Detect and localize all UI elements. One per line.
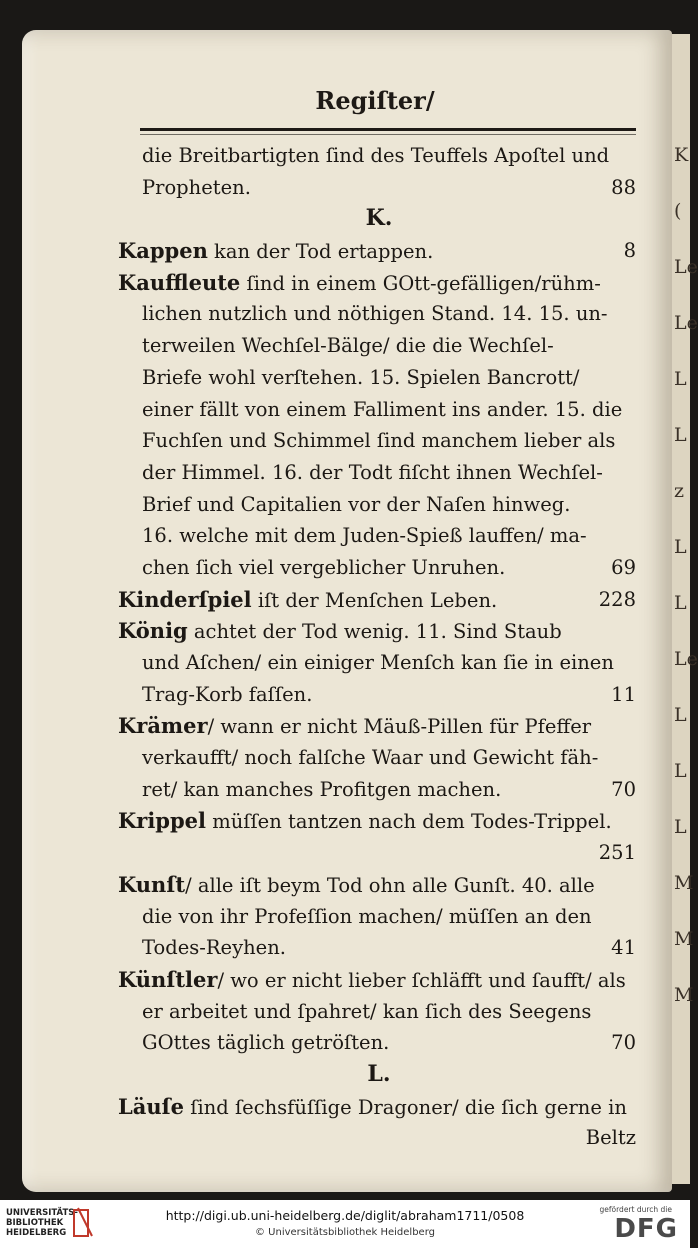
line-text: einer fällt von einem Falliment ins ander. 15. die — [142, 397, 623, 421]
text-line — [118, 140, 640, 172]
page-reference: 251 — [598, 841, 636, 865]
entry-headword: Kunſt — [118, 871, 186, 897]
next-page-fragment: L — [674, 368, 687, 390]
text-line — [118, 552, 640, 584]
line-text: lichen nutzlich und nöthigen Stand. 14. 15. un- — [142, 302, 608, 326]
header-rule — [140, 128, 636, 131]
line-text: / alle iſt beym Tod ohn alle Gunſt. 40. alle — [185, 873, 595, 897]
line-text: Fuchſen und Schimmel ſind manchem lieber als — [142, 429, 616, 453]
text-line — [118, 964, 640, 996]
text-line — [118, 805, 640, 837]
next-page-fragment: L — [674, 536, 687, 558]
page-reference: 41 — [611, 936, 636, 960]
text-line — [118, 520, 640, 552]
line-text: kan der Tod ertappen. — [207, 240, 434, 264]
text-line — [118, 774, 640, 806]
running-head: Regiſter/ — [315, 86, 435, 115]
line-text: ſind in einem GOtt-gefälligen/rühm- — [240, 271, 601, 295]
library-logo[interactable]: UNIVERSITÄTS- BIBLIOTHEK HEIDELBERG — [6, 1208, 78, 1238]
next-page-fragment: L — [674, 704, 687, 726]
text-line — [118, 932, 640, 964]
text-line — [118, 615, 640, 647]
document-url-link[interactable]: http://digi.ub.uni-heidelberg.de/diglit/abraham1711/0508 — [165, 1208, 525, 1223]
text-line — [118, 901, 640, 933]
line-text: Brief und Capitalien vor der Naſen hinweg. — [142, 492, 571, 516]
next-page-fragment: ( — [674, 200, 682, 222]
next-page-fragment: L — [674, 816, 687, 838]
text-line — [118, 267, 640, 299]
line-text: Briefe wohl verſtehen. 15. Spielen Bancrott/ — [142, 365, 580, 389]
line-text: / wann er nicht Mäuß-Pillen für Pfeffer — [207, 715, 592, 739]
text-line — [118, 1027, 640, 1059]
page-reference: 69 — [611, 555, 636, 579]
text-line — [118, 489, 640, 521]
register-text — [118, 140, 640, 1154]
text-line — [118, 837, 640, 869]
line-text: verkaufft/ noch falſche Waar und Gewicht fäh- — [142, 746, 599, 770]
line-text: der Himmel. 16. der Todt fiſcht ihnen Wechſel- — [142, 460, 603, 484]
line-text: K. — [365, 205, 393, 232]
line-text: 16. welche mit dem Juden-Spieß lauffen/ ma- — [142, 524, 587, 548]
entry-headword: Kappen — [118, 238, 208, 264]
footer-bar — [0, 1200, 690, 1248]
next-page-fragment: L — [674, 592, 687, 614]
line-text: müſſen tantzen nach dem Todes-Trippel. — [206, 810, 612, 834]
text-line — [118, 330, 640, 362]
line-text: die von ihr Profeſſion machen/ müſſen an den — [142, 904, 592, 928]
line-text: Propheten. — [142, 175, 251, 199]
next-page-fragment: L — [674, 424, 687, 446]
text-line — [118, 425, 640, 457]
page-reference: 228 — [598, 587, 636, 611]
copyright-text: © Universitätsbibliothek Heidelberg — [254, 1227, 435, 1238]
text-line — [118, 362, 640, 394]
next-page-edge — [672, 34, 698, 1184]
line-text: er arbeitet und ſpahret/ kan ſich des Seegens — [142, 999, 592, 1023]
line-text: Trag-Korb faſſen. — [142, 682, 313, 706]
text-line — [118, 1122, 640, 1154]
line-text: GOttes täglich getröſten. — [142, 1031, 390, 1055]
text-line — [118, 394, 640, 426]
entry-headword: Krippel — [118, 808, 206, 834]
next-page-fragment: z — [674, 480, 685, 502]
next-page-fragment: Le — [674, 648, 698, 670]
text-line — [118, 584, 640, 616]
text-line — [118, 996, 640, 1028]
text-line — [118, 235, 640, 267]
line-text: ſind ſechsfüſſige Dragoner/ die ſich gerne in — [184, 1095, 627, 1119]
next-page-fragment: M — [674, 872, 694, 894]
page-reference: 11 — [611, 682, 636, 706]
dfg-logo[interactable]: DFG — [614, 1214, 678, 1244]
next-page-fragment: Le — [674, 256, 698, 278]
entry-headword: König — [118, 618, 188, 644]
text-line — [118, 172, 640, 204]
catchword: Beltz — [585, 1126, 636, 1150]
text-line — [118, 679, 640, 711]
line-text: achtet der Tod wenig. 11. Sind Staub — [187, 620, 562, 644]
line-text: iſt der Menſchen Leben. — [251, 588, 498, 612]
funding-label: gefördert durch die — [599, 1205, 672, 1214]
entry-headword: Kauffleute — [118, 269, 241, 295]
next-page-fragment: L — [674, 760, 687, 782]
page-reference: 70 — [611, 1031, 636, 1055]
entry-headword: Krämer — [118, 713, 208, 739]
text-line — [118, 298, 640, 330]
next-page-fragment: Le — [674, 312, 698, 334]
line-text: die Breitbartigten ſind des Teuffels Apoſtel und — [142, 144, 610, 167]
entry-headword: Künſtler — [118, 966, 218, 992]
line-text: und Aſchen/ ein einiger Menſch kan ſie in einen — [142, 651, 614, 674]
line-text: chen ſich viel vergeblicher Unruhen. — [142, 555, 506, 579]
page-reference: 88 — [611, 175, 636, 199]
text-line — [118, 1059, 640, 1091]
text-line — [118, 869, 640, 901]
page-reference: 70 — [611, 777, 636, 801]
line-text: Todes-Reyhen. — [142, 936, 286, 960]
entry-headword: Kinderſpiel — [118, 586, 252, 612]
text-line — [118, 457, 640, 489]
line-text: / wo er nicht lieber ſchläfft und ſaufft/ als — [217, 968, 626, 992]
text-line — [118, 742, 640, 774]
next-page-fragment: K — [674, 144, 689, 166]
text-line — [118, 647, 640, 679]
text-line — [118, 710, 640, 742]
line-text: ret/ kan manches Profitgen machen. — [142, 777, 502, 801]
text-line — [118, 203, 640, 235]
entry-headword: Läuſe — [118, 1093, 185, 1119]
line-text: terweilen Wechſel-Bälge/ die die Wechſel- — [142, 334, 554, 358]
line-text: L. — [367, 1060, 391, 1087]
next-page-fragment: M — [674, 928, 694, 950]
header-rule-thin — [140, 134, 636, 135]
text-line — [118, 1091, 640, 1123]
page-reference: 8 — [623, 239, 636, 263]
next-page-fragment: M — [674, 984, 694, 1006]
